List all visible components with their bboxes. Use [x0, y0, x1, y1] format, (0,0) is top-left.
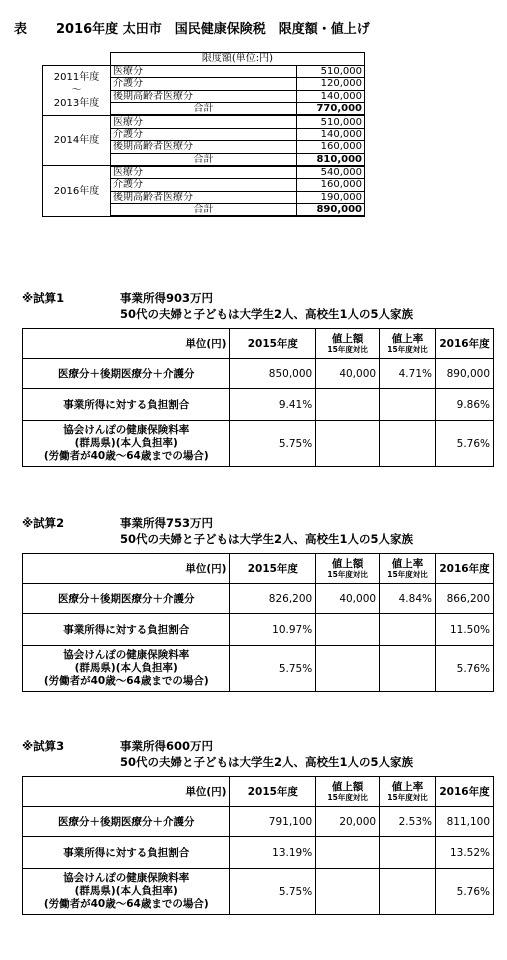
- col-diff-label: 値上額: [331, 558, 364, 570]
- limit-item-amount: 510,000: [297, 115, 365, 128]
- calc-family: 50代の夫婦と子どもは大学生2人、高校生1人の5人家族: [120, 307, 414, 321]
- row-label-burden: 事業所得に対する負担割合: [23, 389, 230, 421]
- limit-item-label: 医療分: [111, 115, 297, 128]
- col-2015-header: 2015年度: [230, 329, 316, 359]
- kyokai-line: 協会けんぽの健康保険料率: [63, 872, 190, 884]
- kyokai-2015: 5.75%: [230, 869, 316, 915]
- row-label-premium: 医療分＋後期医療分＋介護分: [23, 807, 230, 837]
- kyokai-2015: 5.75%: [230, 646, 316, 692]
- col-rate-label: 値上率: [391, 781, 424, 793]
- limit-year-cell: [43, 166, 111, 216]
- calc-income: 事業所得903万円: [120, 291, 214, 305]
- premium-2016: 890,000: [435, 359, 493, 389]
- limit-table-caption: 限度額(単位:円): [111, 53, 365, 66]
- limit-item-amount: 160,000: [297, 178, 365, 191]
- premium-2016: 866,200: [435, 584, 493, 614]
- burden-rate-empty: [380, 614, 436, 646]
- calc-table: [22, 776, 494, 915]
- limit-table-corner: [43, 53, 111, 66]
- kyokai-line: (群馬県)(本人負担率): [74, 437, 178, 449]
- title-prefix: 表: [14, 22, 28, 37]
- col-diff-sub: 15年度対比: [327, 793, 368, 802]
- col-diff-label: 値上額: [331, 781, 364, 793]
- burden-2016: 9.86%: [435, 389, 493, 421]
- limit-item-amount: 120,000: [297, 78, 365, 91]
- calc-label: ※試算2: [22, 516, 65, 530]
- premium-2015: 850,000: [230, 359, 316, 389]
- limit-item-label: 介護分: [111, 78, 297, 91]
- year-line: 〜: [71, 84, 82, 96]
- kyokai-2016: 5.76%: [435, 646, 493, 692]
- calc-income: 事業所得600万円: [120, 739, 214, 753]
- premium-rate: 4.84%: [380, 584, 436, 614]
- burden-2015: 13.19%: [230, 837, 316, 869]
- limit-item-amount: 510,000: [297, 65, 365, 78]
- row-label-burden: 事業所得に対する負担割合: [23, 614, 230, 646]
- col-diff-header: [316, 777, 380, 807]
- premium-diff: 40,000: [316, 359, 380, 389]
- col-rate-sub: 15年度対比: [387, 793, 428, 802]
- col-diff-sub: 15年度対比: [327, 345, 368, 354]
- limit-total-label: 合計: [111, 204, 297, 217]
- col-2015-header: 2015年度: [230, 777, 316, 807]
- burden-diff-empty: [316, 389, 380, 421]
- premium-diff: 40,000: [316, 584, 380, 614]
- limit-item-amount: 540,000: [297, 166, 365, 179]
- limit-year-cell: [43, 115, 111, 165]
- col-2016-header: 2016年度: [435, 329, 493, 359]
- row-label-kyokai: [23, 869, 230, 915]
- col-diff-sub: 15年度対比: [327, 570, 368, 579]
- premium-2016: 811,100: [435, 807, 493, 837]
- year-line: 2011年度: [53, 71, 100, 83]
- kyokai-line: (労働者が40歳〜64歳までの場合): [43, 675, 209, 687]
- kyokai-diff-empty: [316, 421, 380, 467]
- col-diff-header: [316, 554, 380, 584]
- calc-label: ※試算1: [22, 291, 65, 305]
- burden-2016: 11.50%: [435, 614, 493, 646]
- col-rate-sub: 15年度対比: [387, 570, 428, 579]
- limit-item-amount: 160,000: [297, 141, 365, 154]
- calc-heading: [22, 515, 213, 531]
- calc-heading: [22, 738, 213, 754]
- premium-2015: 791,100: [230, 807, 316, 837]
- premium-rate: 4.71%: [380, 359, 436, 389]
- kyokai-line: 協会けんぽの健康保険料率: [63, 424, 190, 436]
- burden-2015: 10.97%: [230, 614, 316, 646]
- row-label-premium: 医療分＋後期医療分＋介護分: [23, 359, 230, 389]
- kyokai-diff-empty: [316, 869, 380, 915]
- page-title: [14, 18, 370, 37]
- col-rate-label: 値上率: [391, 558, 424, 570]
- limit-item-label: 医療分: [111, 65, 297, 78]
- calc-family: 50代の夫婦と子どもは大学生2人、高校生1人の5人家族: [120, 532, 414, 546]
- calc-heading: [22, 290, 213, 306]
- unit-header: 単位(円): [23, 777, 230, 807]
- limit-item-label: 介護分: [111, 178, 297, 191]
- limit-total-label: 合計: [111, 103, 297, 116]
- year-line: 2014年度: [53, 135, 100, 147]
- limit-item-label: 後期高齢者医療分: [111, 191, 297, 204]
- kyokai-line: 協会けんぽの健康保険料率: [63, 649, 190, 661]
- unit-header: 単位(円): [23, 329, 230, 359]
- kyokai-2016: 5.76%: [435, 421, 493, 467]
- kyokai-line: (群馬県)(本人負担率): [74, 885, 178, 897]
- col-2015-header: 2015年度: [230, 554, 316, 584]
- limit-total-amount: 890,000: [297, 204, 365, 217]
- kyokai-2016: 5.76%: [435, 869, 493, 915]
- calc-family: 50代の夫婦と子どもは大学生2人、高校生1人の5人家族: [120, 755, 414, 769]
- kyokai-line: (群馬県)(本人負担率): [74, 662, 178, 674]
- col-rate-header: [380, 329, 436, 359]
- title-text: 2016年度 太田市 国民健康保険税 限度額・値上げ: [56, 22, 370, 37]
- row-label-kyokai: [23, 421, 230, 467]
- premium-rate: 2.53%: [380, 807, 436, 837]
- limit-item-amount: 140,000: [297, 90, 365, 103]
- col-diff-label: 値上額: [331, 333, 364, 345]
- premium-2015: 826,200: [230, 584, 316, 614]
- col-2016-header: 2016年度: [435, 777, 493, 807]
- burden-2015: 9.41%: [230, 389, 316, 421]
- col-rate-sub: 15年度対比: [387, 345, 428, 354]
- col-2016-header: 2016年度: [435, 554, 493, 584]
- kyokai-rate-empty: [380, 421, 436, 467]
- burden-diff-empty: [316, 614, 380, 646]
- year-line: 2013年度: [53, 97, 100, 109]
- burden-rate-empty: [380, 389, 436, 421]
- col-rate-header: [380, 554, 436, 584]
- row-label-kyokai: [23, 646, 230, 692]
- limit-total-amount: 770,000: [297, 103, 365, 116]
- limit-item-label: 介護分: [111, 128, 297, 141]
- limit-item-amount: 140,000: [297, 128, 365, 141]
- burden-2016: 13.52%: [435, 837, 493, 869]
- unit-header: 単位(円): [23, 554, 230, 584]
- kyokai-rate-empty: [380, 646, 436, 692]
- limit-item-label: 医療分: [111, 166, 297, 179]
- kyokai-line: (労働者が40歳〜64歳までの場合): [43, 450, 209, 462]
- premium-diff: 20,000: [316, 807, 380, 837]
- col-rate-label: 値上率: [391, 333, 424, 345]
- limit-year-cell: [43, 65, 111, 115]
- calc-table: [22, 553, 494, 692]
- year-line: 2016年度: [53, 185, 100, 197]
- calc-label: ※試算3: [22, 739, 65, 753]
- kyokai-rate-empty: [380, 869, 436, 915]
- col-rate-header: [380, 777, 436, 807]
- kyokai-diff-empty: [316, 646, 380, 692]
- limit-item-amount: 190,000: [297, 191, 365, 204]
- col-diff-header: [316, 329, 380, 359]
- kyokai-2015: 5.75%: [230, 421, 316, 467]
- burden-rate-empty: [380, 837, 436, 869]
- calc-table: [22, 328, 494, 467]
- kyokai-line: (労働者が40歳〜64歳までの場合): [43, 898, 209, 910]
- limit-total-amount: 810,000: [297, 153, 365, 166]
- limit-item-label: 後期高齢者医療分: [111, 141, 297, 154]
- limit-table: [42, 52, 365, 217]
- row-label-premium: 医療分＋後期医療分＋介護分: [23, 584, 230, 614]
- calc-income: 事業所得753万円: [120, 516, 214, 530]
- burden-diff-empty: [316, 837, 380, 869]
- limit-total-label: 合計: [111, 153, 297, 166]
- limit-item-label: 後期高齢者医療分: [111, 90, 297, 103]
- row-label-burden: 事業所得に対する負担割合: [23, 837, 230, 869]
